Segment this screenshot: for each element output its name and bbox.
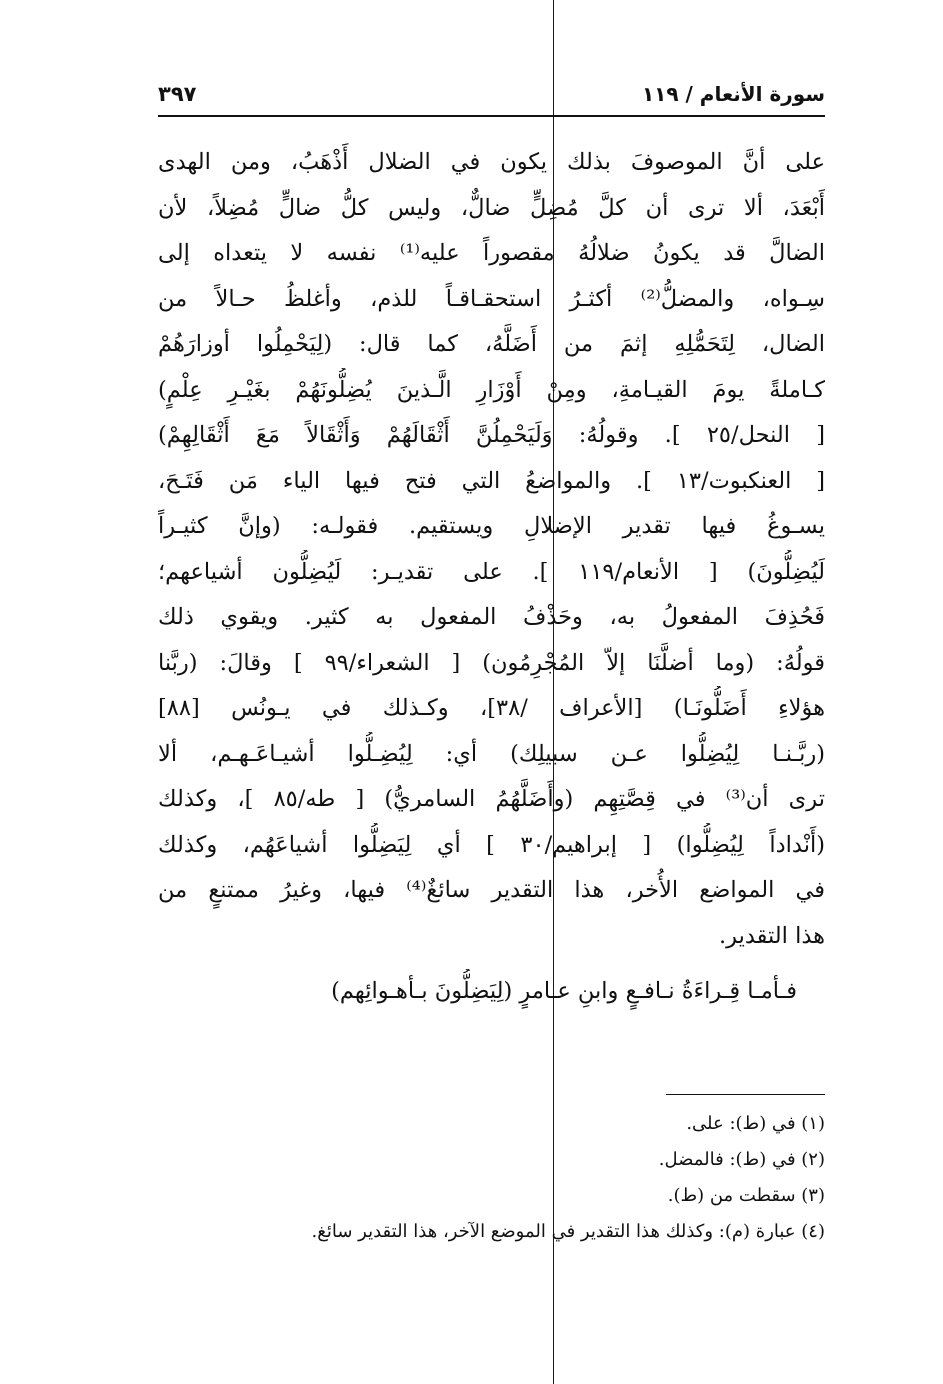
text-line: قولُهُ: (وما أضلَّنَا إلاّ المُجْرِمُون) [ الشعراء/٩٩ ] وقالَ: (ربَّنا [158,649,825,676]
footnote: (٤) عبارة (م): وكذلك هذا التقدير في الموضع الآخر، هذا التقدير سائغ. [311,1221,825,1242]
footnotes [158,1106,825,1250]
page-header [158,78,825,118]
footnote: (٢) في (ط): فالمضل. [658,1149,825,1170]
text-line: ترى أن⁽³⁾ في قِصَّتِهِم (وأَضَلَّهُمُ السامريُّ) [ طه/٨٥ ]، وكذلك [158,786,825,812]
text-line: هؤلاءِ أَضَلُّونَـا) [الأعراف /٣٨]، وكـذلك في يـونُس [٨٨] [158,695,825,721]
text-line: الضالَّ قد يكونُ ضلالُهُ مقصوراً عليه⁽¹⁾ نفسه لا يتعداه إلى [158,240,825,266]
text-line: سِـواه، والمضلُّ⁽²⁾ أكثـرُ استحقـاقـاً للذم، وأغلظُ حـالاً من [158,285,825,312]
main-text [158,140,825,1015]
header-rule [158,115,825,117]
footnote: (٣) سقطت من (ط). [667,1185,825,1206]
footnote-rule [666,1094,825,1095]
text-line: الضال، لِتَحَمُّلِهِ إثمَ من أَضَلَّهُ، كما قال: (لِيَحْمِلُوا أوزارَهُمْ [158,331,825,357]
text-line: يسـوغُ فيها تقدير الإضلالِ ويستقيم. فقولـه: (وإنَّ كثيـراً [158,513,825,539]
text-line: كـاملةً يومَ القيـامةِ، ومِنْ أَوْزَارِ الَّـذينَ يُضِلُّونَهُمْ بغَيْـرِ عِلْمٍ) [158,376,825,403]
text-line: فَحُذِفَ المفعولُ به، وحَذْفُ المفعول به كثير. ويقوي ذلك [158,604,825,630]
running-head: سورة الأنعام / ١١٩ [641,82,825,106]
text-line: هذا التقدير. [719,922,825,949]
paragraph-start: فـأمـا قِـراءَةُ نـافـعٍ وابنِ عـامرٍ (لِيَضِلُّونَ بـأهـوائِهم) [331,978,797,1004]
text-line: لَيُضِلُّونَ) [ الأنعام/١١٩ ]. على تقديـر: لَيُضِلُّون أشياعهم؛ [158,558,825,585]
text-line: (ربَّـنـا لِيُضِلُّوا عـن سبيلِك) أي: لِيُضِـلُّوا أشيـاعَـهـم، ألا [158,740,825,767]
text-line: [ العنكبوت/١٣ ]. والمواضعُ التي فتح فيها الياء مَن فَتَـحَ، [158,467,825,494]
text-line: (أَنْداداً لِيُضِلُّوا) [ إبراهيم/٣٠ ] أي لِيَضِلُّوا أشياعَهُم، وكذلك [158,831,825,858]
text-line: على أنَّ الموصوفَ بذلك يكون في الضلال أَذْهَبُ، ومن الهدى [158,149,825,175]
text-line: في المواضع الأُخر، هذا التقدير سائغٌ⁽⁴⁾ فيها، وغيرُ ممتنعٍ من [158,877,825,903]
text-line: [ النحل/٢٥ ]. وقولُهُ: وَلَيَحْمِلُنَّ أَثْقَالَهُمْ وَأَثْقَالاً مَعَ أَثْقَالِهِمْ) [158,422,825,448]
page-number: ٣٩٧ [158,82,197,106]
footnote: (١) في (ط): على. [686,1113,825,1134]
text-line: أَبْعَدَ، ألا ترى أن كلَّ مُضِلٍّ ضالٌّ، وليس كلُّ ضالٍّ مُضِلاً، لأن [158,194,825,221]
